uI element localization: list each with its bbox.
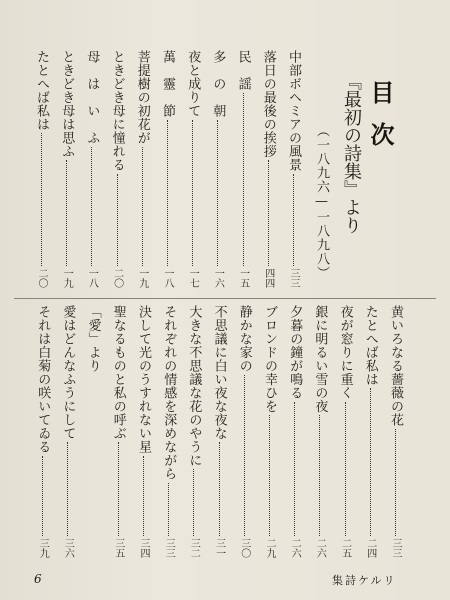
leader-dots — [117, 442, 119, 536]
toc-entry-page: 三六 — [62, 538, 74, 558]
leader-dots — [116, 174, 118, 267]
leader-dots — [166, 120, 168, 267]
toc-entry-page: 三四 — [138, 538, 149, 558]
toc-entry-page: 二五 — [339, 538, 351, 558]
toc-entry-page: 二六 — [314, 538, 326, 558]
toc-entry — [136, 50, 149, 290]
toc-entry-page: 二六 — [289, 538, 301, 558]
toc-entry-title: 民 謡 — [235, 50, 251, 91]
toc-entry — [85, 50, 98, 290]
toc-entry — [36, 305, 49, 560]
toc-entry-title: 銀に明るい雪の夜 — [312, 305, 328, 413]
running-title: 集詩ケルリ — [332, 574, 397, 587]
toc-entry — [137, 305, 150, 560]
section-years: （一八九六—一八九八） — [314, 124, 329, 280]
leader-dots — [293, 402, 295, 537]
toc-entry — [263, 305, 276, 560]
toc-entry-title: 夕暮の鐘が鳴る — [287, 305, 303, 400]
toc-entry-title: 夜が窓りに重く — [337, 305, 353, 400]
leader-dots — [191, 120, 193, 267]
toc-entry-title: 中部ボヘミアの風景 — [286, 50, 301, 172]
leader-dots — [292, 174, 294, 267]
toc-entry-title: 静かな家の — [236, 305, 252, 373]
toc-entry-page: 三九 — [37, 538, 49, 558]
toc-entry-title: 不思議に白い夜な夜な — [211, 305, 227, 440]
toc-entry-title: 落日の最後の挨拶 — [260, 50, 276, 158]
toc-entry — [288, 305, 301, 560]
leader-dots — [167, 483, 169, 537]
toc-entry — [161, 50, 174, 290]
toc-entry — [111, 50, 124, 290]
toc-entry-title: それぞれの情感を深めながら — [161, 305, 177, 481]
toc-entry — [87, 305, 100, 560]
toc-entry-page: 一六 — [212, 268, 224, 288]
toc-entry-title: たとへば私は — [34, 50, 49, 131]
toc-entry — [187, 305, 200, 560]
toc-entry — [313, 305, 326, 560]
toc-entry-page: 三三 — [163, 538, 175, 558]
toc-entry — [35, 50, 48, 290]
toc-entry — [162, 305, 175, 560]
toc-entry-title: 決して光のうすれない星 — [136, 305, 151, 454]
toc-entry — [287, 50, 300, 290]
toc-entry-page: 三三 — [288, 268, 299, 288]
leader-dots — [142, 456, 144, 537]
toc-entry — [238, 305, 251, 560]
leader-dots — [65, 160, 67, 266]
toc-entry-title: 萬 靈 節 — [160, 50, 175, 118]
page-number: 6 — [34, 572, 42, 586]
toc-entry-page: 二九 — [264, 538, 275, 558]
leader-dots — [268, 415, 270, 536]
toc-entry — [364, 305, 377, 560]
toc-entry-title: 母 は い ふ — [84, 50, 100, 145]
leader-dots — [218, 442, 220, 536]
leader-dots — [141, 147, 143, 267]
toc-entry — [186, 50, 199, 290]
toc-entry-title: ブロンドの幸ひを — [262, 305, 277, 413]
leader-dots — [242, 93, 244, 267]
toc-entry-page: 一八 — [162, 268, 173, 288]
toc-entry-title: 愛はどんなふうにして — [60, 305, 76, 440]
toc-entry — [60, 50, 73, 290]
toc-entry-page: 三〇 — [238, 538, 250, 558]
leader-dots — [318, 415, 320, 536]
toc-entry-title: 聖なるものと私の呼ぶ — [110, 305, 126, 440]
toc-entry-title: 菩提樹の初花が — [134, 50, 150, 145]
leader-dots — [243, 375, 245, 537]
toc-entry — [389, 305, 402, 560]
toc-entry — [213, 305, 226, 560]
toc-entry — [237, 50, 250, 290]
toc-entry-page: 四四 — [262, 268, 274, 288]
divider — [14, 298, 436, 299]
toc-entry — [112, 305, 125, 560]
toc-entry-title: ときどき母に憧れる — [109, 50, 125, 172]
toc-entry-title: ときどき母は思ふ — [59, 50, 75, 158]
toc-entry-page: 一八 — [86, 268, 98, 288]
toc-entry-title: 黄いろなる薔薇の花 — [388, 305, 403, 427]
toc-entry-page: 一九 — [136, 268, 148, 288]
leader-dots — [40, 133, 42, 266]
leader-dots — [216, 120, 218, 267]
page-title: 目次 — [366, 80, 395, 164]
toc-entry-title: それは白菊の咲いてゐる — [35, 305, 51, 454]
toc-entry-page: 三二 — [188, 538, 200, 558]
leader-dots — [66, 442, 68, 536]
toc-entry-page: 三三 — [390, 538, 401, 558]
leader-dots — [344, 402, 346, 537]
toc-entry-page: 一九 — [61, 268, 73, 288]
toc-entry — [211, 50, 224, 290]
toc-entry-title: たとへば私は — [362, 305, 378, 386]
leader-dots — [41, 456, 43, 537]
toc-entry-title: 「愛」より — [85, 305, 101, 373]
leader-dots — [192, 469, 194, 536]
toc-entry-title: 大きな不思議な花のやうに — [186, 305, 202, 467]
toc-entry-title: 多 の 朝 — [210, 50, 226, 118]
leader-dots — [394, 429, 396, 537]
toc-entry-page: 三五 — [112, 538, 124, 558]
toc-entry-page: 一五 — [237, 268, 249, 288]
toc-entry — [339, 305, 352, 560]
leader-dots — [267, 160, 269, 266]
toc-entry-page: 一七 — [187, 268, 199, 288]
toc-entry — [61, 305, 74, 560]
leader-dots — [90, 147, 92, 267]
toc-entry-title: 夜と成りて — [185, 50, 201, 118]
toc-entry — [262, 50, 275, 290]
section-title: 『最初の詩集』より — [341, 72, 362, 234]
toc-entry-page: 二四 — [364, 538, 376, 558]
leader-dots — [369, 388, 371, 536]
toc-entry-page: 三一 — [213, 538, 225, 558]
toc-entry-page: 二〇 — [36, 268, 47, 288]
toc-entry-page: 二〇 — [111, 268, 123, 288]
